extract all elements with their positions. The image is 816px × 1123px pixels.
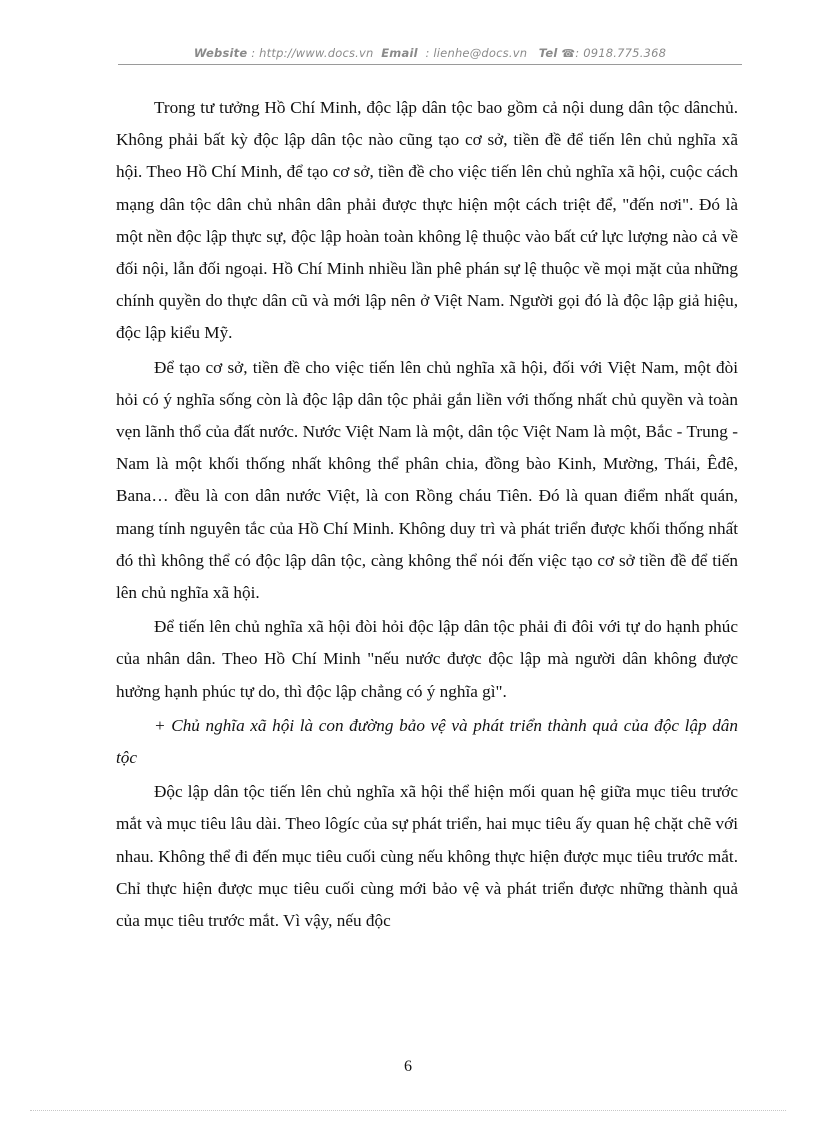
paragraph-2: Để tạo cơ sở, tiền đề cho việc tiến lên chủ nghĩa xã hội, đối với Việt Nam, một đòi hỏi có ý nghĩa sống còn là độc lập dân tộc phải gắn liền với thống nhất chủ quyền và toàn vẹn lãnh thổ của đất nước. Nước Việt Nam là một, dân tộc Việt Nam là một, Bắc - Trung - Nam là một khối thống nhất không thể phân chia, đồng bào Kinh, Mường, Thái, Êđê, Bana… đều là con dân nước Việt, là con Rồng cháu Tiên. Đó là quan điểm nhất quán, mang tính nguyên tắc của Hồ Chí Minh. Không duy trì và phát triển được khối thống nhất đó thì không thể có độc lập dân tộc, càng không thể nói đến việc tạo cơ sở tiền đề để tiến lên chủ nghĩa xã hội.	[116, 357, 738, 603]
paragraph-1: Trong tư tưởng Hồ Chí Minh, độc lập dân tộc bao gồm cả nội dung dân tộc dânchủ. Không phải bất kỳ độc lập dân tộc nào cũng tạo cơ sở, tiền đề để tiến lên chủ nghĩa xã hội. Theo Hồ Chí Minh, để tạo cơ sở, tiền đề cho việc tiến lên chủ nghĩa xã hội, cuộc cách mạng dân tộc dân chủ nhân dân phải được thực hiện một cách triệt để, "đến nơi". Đó là một nền độc lập thực sự, độc lập hoàn toàn không lệ thuộc vào bất cứ lực lượng nào cả về đối nội, lẫn đối ngoại. Hồ Chí Minh nhiều lần phê phán sự lệ thuộc về mọi mặt của những chính quyền do thực dân cũ và mới lập nên ở Việt Nam. Người gọi đó là độc lập giả hiệu, độc lập kiểu Mỹ.	[116, 98, 738, 343]
document-body	[116, 92, 738, 939]
section-heading-italic: + Chủ nghĩa xã hội là con đường bảo vệ và phát triển thành quả của độc lập dân tộc	[116, 715, 738, 768]
website-label: Website	[193, 46, 248, 60]
email-link[interactable]: lienhe@docs.vn	[433, 46, 528, 60]
tel-value: 0918.775.368	[583, 46, 667, 60]
tel-label: Tel	[538, 46, 558, 60]
paragraph-3: Để tiến lên chủ nghĩa xã hội đòi hỏi độc lập dân tộc phải đi đôi với tự do hạnh phúc của nhân dân. Theo Hồ Chí Minh "nếu nước được độc lập mà người dân không được hưởng hạnh phúc tự do, thì độc lập chẳng có ý nghĩa gì".	[116, 617, 738, 701]
header-divider	[118, 64, 742, 65]
page-number: 6	[404, 1058, 412, 1075]
paragraph-4: Độc lập dân tộc tiến lên chủ nghĩa xã hội thể hiện mối quan hệ giữa mục tiêu trước mắt và mục tiêu lâu dài. Theo lôgíc của sự phát triển, hai mục tiêu ấy quan hệ chặt chẽ với nhau. Không thể đi đến mục tiêu cuối cùng nếu không thực hiện được mục tiêu trước mắt. Chỉ thực hiện được mục tiêu cuối cùng mới bảo vệ và phát triển được những thành quả của mục tiêu trước mắt. Vì vậy, nếu độc	[116, 782, 738, 931]
email-label: Email	[381, 46, 418, 60]
page-bottom-divider	[30, 1110, 786, 1111]
website-link[interactable]: http://www.docs.vn	[259, 46, 374, 60]
page-header: Website : http://www.docs.vn Email : lienhe@docs.vn Tel ☎: 0918.775.368	[193, 46, 667, 60]
phone-icon: ☎	[561, 47, 576, 60]
